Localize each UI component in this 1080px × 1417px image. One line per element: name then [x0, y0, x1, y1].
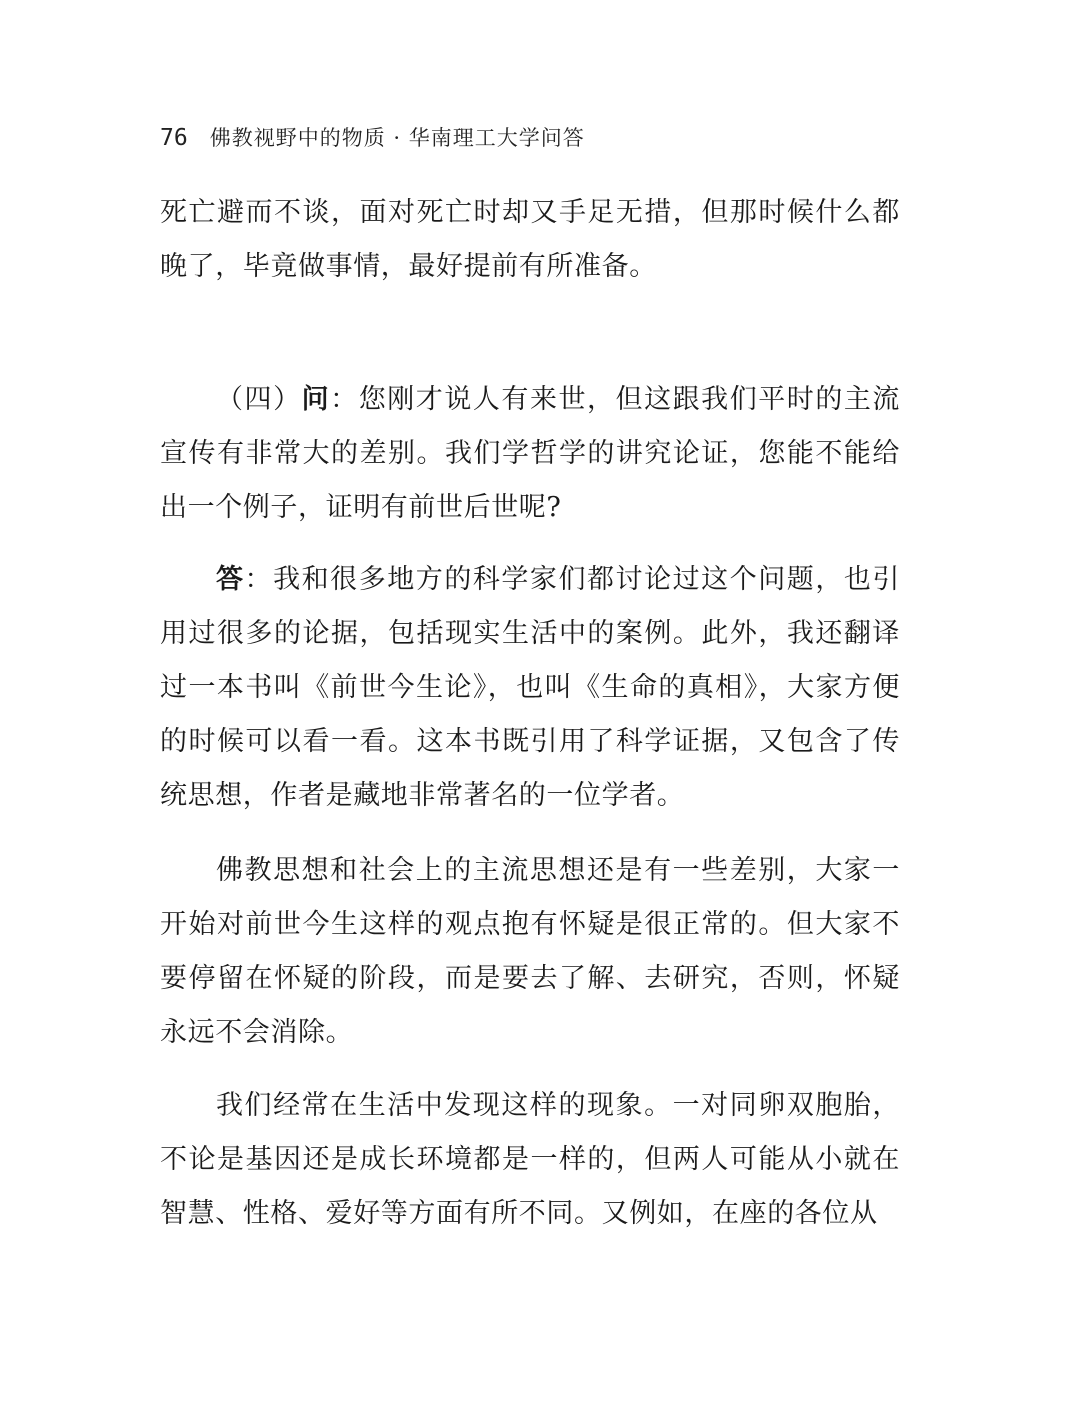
answer-paragraph [160, 553, 900, 823]
paragraph-twins-example: 我们经常在生活中发现这样的现象。一对同卵双胞胎，不论是基因还是成长环境都是一样的，但两人可能从小就在智慧、性格、爱好等方面有所不同。又例如，在座的各位从 [160, 1090, 900, 1229]
answer-text: 我和很多地方的科学家们都讨论过这个问题，也引用过很多的论据，包括现实生活中的案例。此外，我还翻译过一本书叫《前世今生论》，也叫《生命的真相》，大家方便的时候可以看一看。这本书既引用了科学证据，又包含了传统思想，作者是藏地非常著名的一位学者。 [160, 564, 900, 811]
running-head [160, 122, 585, 156]
question-mark-label: 问 [301, 384, 331, 415]
paragraph-continuation: 死亡避而不谈，面对死亡时却又手足无措，但那时候什么都晚了，毕竟做事情，最好提前有所准备。 [160, 197, 900, 282]
question-text: 您刚才说人有来世，但这跟我们平时的主流宣传有非常大的差别。我们学哲学的讲究论证，您能不能给出一个例子，证明有前世后世呢? [160, 384, 900, 523]
page-number: 76 [160, 125, 188, 151]
paragraph-mainstream-thought: 佛教思想和社会上的主流思想还是有一些差别，大家一开始对前世今生这样的观点抱有怀疑是很正常的。但大家不要停留在怀疑的阶段，而是要去了解、去研究，否则，怀疑永远不会消除。 [160, 855, 900, 1048]
answer-colon: ： [244, 564, 274, 595]
question-colon: ： [330, 384, 359, 415]
question-paragraph [160, 373, 900, 535]
question-number: （四） [216, 384, 302, 415]
book-title: 佛教视野中的物质 · 华南理工大学问答 [209, 126, 585, 150]
answer-mark-label: 答 [216, 564, 245, 595]
